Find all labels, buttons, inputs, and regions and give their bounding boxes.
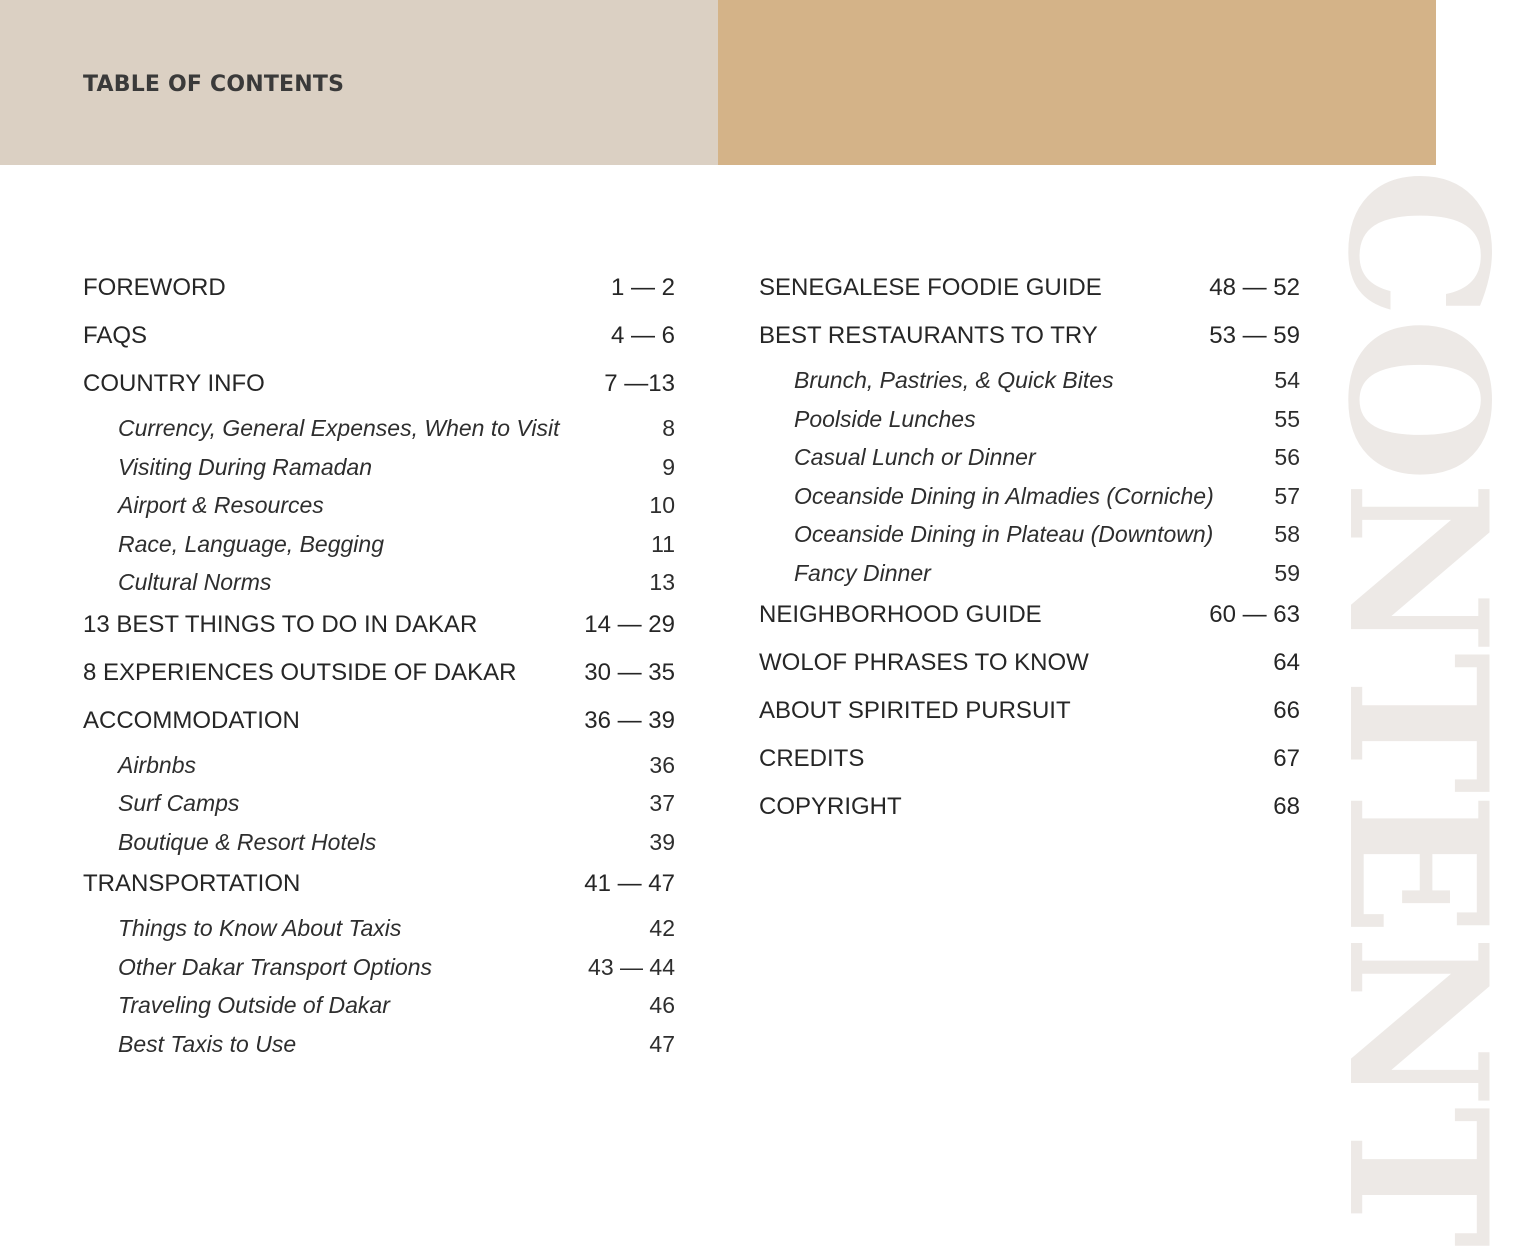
toc-page-range: 66 bbox=[1273, 697, 1300, 724]
toc-page-range: 46 bbox=[649, 992, 675, 1018]
toc-subentry-label: Oceanside Dining in Almadies (Corniche) bbox=[794, 482, 1214, 509]
toc-subentry-label: Boutique & Resort Hotels bbox=[118, 828, 377, 855]
toc-page-range: 36 — 39 bbox=[584, 706, 675, 734]
toc-entry-label: COUNTRY INFO bbox=[83, 370, 265, 397]
toc-column-left bbox=[83, 268, 675, 1066]
toc-subentry[interactable] bbox=[759, 364, 1300, 403]
toc-subentry-label: Surf Camps bbox=[118, 790, 240, 816]
toc-subentry[interactable] bbox=[83, 951, 675, 990]
toc-page-range: 55 bbox=[1274, 405, 1300, 432]
toc-page-range: 8 bbox=[662, 415, 675, 441]
toc-subentry-label: Brunch, Pastries, & Quick Bites bbox=[794, 367, 1114, 393]
toc-entry-label: SENEGALESE FOODIE GUIDE bbox=[759, 274, 1102, 301]
toc-subentry[interactable] bbox=[83, 989, 675, 1028]
toc-entry-label: COPYRIGHT bbox=[759, 793, 902, 820]
toc-subentry-label: Currency, General Expenses, When to Visit bbox=[118, 415, 560, 441]
toc-page-range: 60 — 63 bbox=[1209, 601, 1300, 628]
toc-subentry-label: Poolside Lunches bbox=[794, 405, 976, 432]
toc-subentry[interactable] bbox=[83, 528, 675, 567]
toc-page-range: 11 bbox=[651, 530, 675, 557]
toc-entry-label: TRANSPORTATION bbox=[83, 870, 301, 897]
toc-entry-label: BEST RESTAURANTS TO TRY bbox=[759, 322, 1098, 349]
toc-subentry[interactable] bbox=[83, 787, 675, 826]
toc-subentry[interactable] bbox=[83, 826, 675, 865]
toc-page-range: 58 bbox=[1274, 521, 1300, 547]
toc-page-range: 36 bbox=[649, 751, 675, 778]
toc-subentry[interactable] bbox=[83, 1028, 675, 1067]
header-band-right bbox=[718, 0, 1436, 165]
toc-entry-label: CREDITS bbox=[759, 745, 865, 772]
toc-page-range: 54 bbox=[1274, 367, 1300, 393]
toc-page-range: 67 bbox=[1273, 745, 1300, 772]
toc-page-range: 1 — 2 bbox=[610, 274, 675, 301]
toc-page-range: 41 — 47 bbox=[584, 870, 675, 897]
toc-subentry[interactable] bbox=[83, 566, 675, 605]
toc-subentry-label: Other Dakar Transport Options bbox=[118, 953, 433, 980]
toc-page-range: 39 bbox=[649, 828, 675, 855]
toc-page-range: 68 bbox=[1273, 793, 1300, 820]
toc-subentry-label: Fancy Dinner bbox=[794, 559, 931, 586]
toc-page-range: 9 bbox=[662, 453, 675, 480]
toc-entry-label: WOLOF PHRASES TO KNOW bbox=[759, 649, 1089, 676]
toc-subentry-label: Visiting During Ramadan bbox=[118, 453, 372, 480]
watermark-text: CONTENT bbox=[1306, 168, 1529, 1246]
toc-column-right bbox=[759, 268, 1300, 835]
toc-subentry[interactable] bbox=[83, 489, 675, 528]
toc-entry-label: NEIGHBORHOOD GUIDE bbox=[759, 601, 1042, 628]
toc-page-range: 48 — 52 bbox=[1209, 274, 1300, 301]
toc-subentry[interactable] bbox=[83, 749, 675, 788]
toc-page-range: 10 bbox=[649, 492, 675, 518]
toc-subentry[interactable] bbox=[83, 451, 675, 490]
toc-entry[interactable] bbox=[759, 691, 1300, 739]
toc-page-range: 56 bbox=[1274, 444, 1300, 470]
toc-subentry-label: Airport & Resources bbox=[118, 492, 324, 518]
toc-entry[interactable] bbox=[83, 605, 675, 653]
toc-page-range: 42 bbox=[649, 915, 675, 941]
toc-entry-label: ACCOMMODATION bbox=[83, 706, 300, 734]
toc-subentry-label: Race, Language, Begging bbox=[118, 530, 384, 557]
toc-entry-label: ABOUT SPIRITED PURSUIT bbox=[759, 697, 1071, 724]
toc-entry[interactable] bbox=[759, 643, 1300, 691]
toc-entry[interactable] bbox=[83, 864, 675, 912]
toc-page-range: 64 bbox=[1273, 649, 1300, 676]
toc-page-range: 47 bbox=[649, 1030, 675, 1057]
toc-page-range: 13 bbox=[649, 569, 675, 595]
toc-entry-label: FAQS bbox=[83, 322, 148, 349]
toc-page-range: 53 — 59 bbox=[1209, 322, 1300, 349]
toc-page-range: 7 —13 bbox=[604, 370, 675, 397]
page-title: TABLE OF CONTENTS bbox=[83, 72, 345, 97]
toc-page-range: 57 bbox=[1274, 482, 1300, 509]
toc-page-range: 43 — 44 bbox=[588, 953, 675, 980]
toc-entry[interactable] bbox=[83, 653, 675, 701]
toc-entry[interactable] bbox=[83, 268, 675, 316]
toc-entry[interactable] bbox=[83, 316, 675, 364]
toc-subentry[interactable] bbox=[759, 557, 1300, 596]
toc-subentry-label: Things to Know About Taxis bbox=[118, 915, 402, 941]
toc-entry[interactable] bbox=[759, 268, 1300, 316]
toc-subentry-label: Airbnbs bbox=[118, 751, 196, 778]
toc-subentry[interactable] bbox=[759, 441, 1300, 480]
toc-entry[interactable] bbox=[83, 364, 675, 412]
toc-subentry-label: Best Taxis to Use bbox=[118, 1030, 297, 1057]
toc-entry[interactable] bbox=[759, 739, 1300, 787]
toc-entry[interactable] bbox=[759, 316, 1300, 364]
toc-entry[interactable] bbox=[83, 701, 675, 749]
toc-subentry[interactable] bbox=[83, 912, 675, 951]
toc-subentry[interactable] bbox=[83, 412, 675, 451]
toc-page-range: 37 bbox=[649, 790, 675, 816]
toc-page-range: 59 bbox=[1274, 559, 1300, 586]
toc-subentry[interactable] bbox=[759, 480, 1300, 519]
toc-subentry-label: Cultural Norms bbox=[118, 569, 272, 595]
toc-subentry-label: Casual Lunch or Dinner bbox=[794, 444, 1036, 470]
toc-subentry[interactable] bbox=[759, 518, 1300, 557]
toc-page-range: 4 — 6 bbox=[610, 322, 675, 349]
toc-entry-label: 8 EXPERIENCES OUTSIDE OF DAKAR bbox=[83, 658, 517, 686]
toc-subentry-label: Traveling Outside of Dakar bbox=[118, 992, 390, 1018]
toc-page-range: 14 — 29 bbox=[584, 610, 675, 638]
toc-entry-label: 13 BEST THINGS TO DO IN DAKAR bbox=[83, 610, 478, 638]
toc-page-range: 30 — 35 bbox=[584, 658, 675, 686]
toc-entry[interactable] bbox=[759, 787, 1300, 835]
toc-entry[interactable] bbox=[759, 595, 1300, 643]
toc-subentry[interactable] bbox=[759, 403, 1300, 442]
toc-subentry-label: Oceanside Dining in Plateau (Downtown) bbox=[794, 521, 1214, 547]
toc-entry-label: FOREWORD bbox=[83, 274, 226, 301]
